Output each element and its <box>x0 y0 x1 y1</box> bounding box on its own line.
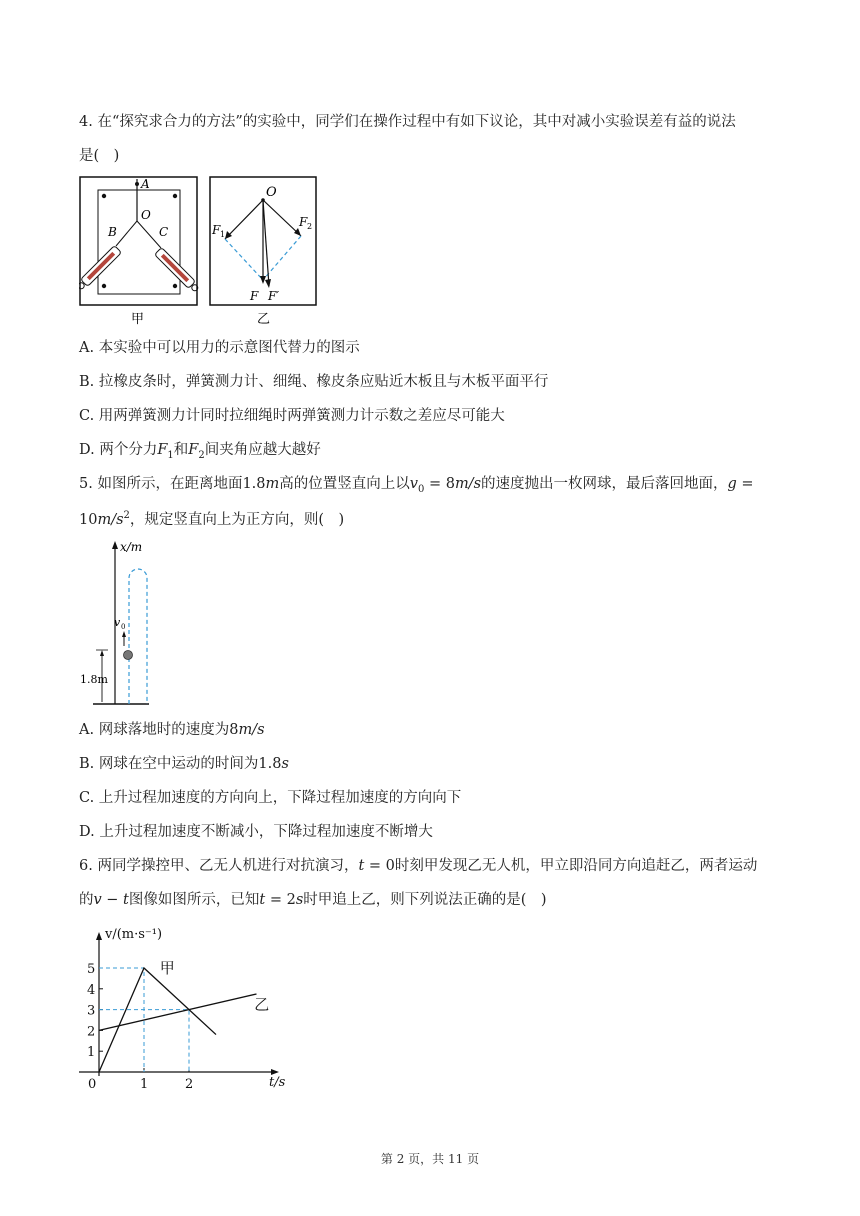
q6-t: t <box>358 858 365 874</box>
d-f2: F <box>188 442 199 458</box>
d-text: D. 两个分力 <box>79 442 158 458</box>
q4-option-c: C. 用两弹簧测力计同时拉细绳时两弹簧测力计示数之差应尽可能大 <box>79 408 505 424</box>
q5-option-c: C. 上升过程加速度的方向向上，下降过程加速度的方向向下 <box>79 790 462 806</box>
q4-stem-line1: 4. 在“探究求合力的方法”的实验中，同学们在操作过程中有如下议论，其中对减小实验误差有益的说法 <box>79 114 736 130</box>
y-tick-label: 5 <box>87 962 96 977</box>
q4-option-b: B. 拉橡皮条时，弹簧测力计、细绳、橡皮条应贴近木板且与木板平面平行 <box>79 374 549 390</box>
d-mid: 和 <box>173 442 189 458</box>
page-footer: 第 2 页，共 11 页 <box>380 1152 480 1166</box>
q5-l1-post: 的速度抛出一枚网球，最后落回地面， <box>481 476 728 492</box>
label-o: O <box>266 185 277 200</box>
q6-l2-pre: 的 <box>79 892 94 908</box>
label-b: B <box>108 225 117 239</box>
q6-l1-post: 时刻甲发现乙无人机，甲立即沿同方向追赶乙，两者运动 <box>394 858 758 874</box>
q5-l2-post: ，规定竖直向上为正方向，则( ) <box>129 511 345 528</box>
axis-label: x/m <box>120 540 143 554</box>
label-a: A <box>141 177 150 191</box>
q4-stem-line2: 是( ) <box>79 148 120 164</box>
q5-eq: = 8 <box>424 476 455 492</box>
label-o: O <box>141 208 151 222</box>
a-text: A. 网球落地时的速度为 <box>79 722 230 738</box>
dash-f1-parallel <box>225 239 263 280</box>
arrow-f-prime <box>263 200 269 286</box>
q5-l1-pre: 5. 如图所示，在距离地面 <box>79 476 243 492</box>
q6-vt-chart <box>79 924 309 1094</box>
arrow-f2 <box>263 200 301 236</box>
q5-gval: 10 <box>79 511 98 528</box>
q5-unit: m/s <box>454 476 482 492</box>
b-text: B. 网球在空中运动的时间为 <box>79 756 259 772</box>
x-axis-label: t/s <box>269 1075 286 1090</box>
y-tick-label: 1 <box>87 1045 96 1061</box>
q5-geq: = <box>736 476 754 492</box>
q5-h: 1.8 <box>242 476 266 492</box>
x-tick-label: 1 <box>140 1077 149 1092</box>
paper-sheet <box>98 190 180 294</box>
q6-eq2: = 2 <box>265 892 296 908</box>
q6-stem-line1 <box>79 856 757 876</box>
v0-label: v <box>114 616 121 629</box>
q5-g: g <box>727 476 737 492</box>
d-post: 间夹角应越大越好 <box>204 442 321 458</box>
ball <box>124 651 133 660</box>
height-label: 1.8m <box>80 673 108 686</box>
string-b <box>116 221 137 246</box>
series-label-jia: 甲 <box>159 959 175 978</box>
x-tick-label: 0 <box>88 1077 97 1092</box>
string-c <box>137 221 161 248</box>
series-line-jia <box>99 968 216 1072</box>
label-c: C <box>159 225 169 239</box>
q5-stem-line2 <box>79 506 344 530</box>
a-val: 8 <box>229 722 239 738</box>
spring-scale-left <box>79 245 122 291</box>
q4-figure-yi <box>209 176 321 326</box>
label-f1-sub: 1 <box>220 230 226 239</box>
q4-option-d <box>79 440 321 466</box>
q5-option-b <box>79 754 289 774</box>
q6-eq: = 0 <box>364 858 395 874</box>
caption-jia: 甲 <box>131 312 145 326</box>
y-tick-label: 3 <box>87 1003 96 1019</box>
q5-option-a <box>79 720 265 740</box>
label-f: F <box>250 289 259 303</box>
pin <box>102 284 106 288</box>
d-f2-sub: 2 <box>198 449 205 461</box>
q6-l2-mid: 图像如图所示，已知 <box>128 892 260 908</box>
q5-gsup: 2 <box>123 510 130 521</box>
y-axis-arrow <box>96 932 102 940</box>
v0-label-sub: 0 <box>121 623 126 631</box>
pin <box>173 194 177 198</box>
q5-hu: m <box>265 476 280 492</box>
b-unit: s <box>281 756 289 772</box>
trajectory <box>129 569 147 704</box>
caption-yi: 乙 <box>257 312 271 326</box>
q6-s: s <box>295 892 304 908</box>
q5-option-d: D. 上升过程加速度不断减小，下降过程加速度不断增大 <box>79 824 433 840</box>
label-f1: F <box>212 223 221 237</box>
y-tick-label: 4 <box>87 982 96 998</box>
q6-l1-pre: 6. 两同学操控甲、乙无人机进行对抗演习， <box>79 858 359 874</box>
pin <box>102 194 106 198</box>
q6-l2-post: 时甲追上乙，则下列说法正确的是( ) <box>303 892 547 908</box>
series-label-yi: 乙 <box>254 995 270 1014</box>
label-f2: F <box>299 215 308 229</box>
label-f-prime: F′ <box>268 289 280 303</box>
q4-figure-jia <box>79 176 199 326</box>
point-a <box>135 182 139 186</box>
arrow-f1 <box>225 200 263 239</box>
q5-gunit: m/s <box>97 511 124 528</box>
q5-v0: v <box>409 476 418 492</box>
q6-vt: v − t <box>93 892 129 908</box>
a-unit: m/s <box>238 722 265 738</box>
b-val: 1.8 <box>258 756 282 772</box>
label-f2-sub: 2 <box>307 222 313 231</box>
q5-l1-mid: 高的位置竖直向上以 <box>279 476 410 492</box>
axis-arrow <box>112 541 118 549</box>
q4-option-a: A. 本实验中可以用力的示意图代替力的图示 <box>79 340 360 356</box>
y-axis-label: v/(m·s⁻¹) <box>105 927 163 942</box>
q6-t2: t <box>259 892 266 908</box>
pin <box>173 284 177 288</box>
q5-stem-line1 <box>79 474 754 500</box>
y-tick-label: 2 <box>87 1024 96 1040</box>
d-f1: F <box>157 442 168 458</box>
q5-figure <box>79 538 189 708</box>
q5-v0-sub: 0 <box>417 483 425 495</box>
q6-stem-line2 <box>79 890 547 910</box>
x-tick-label: 2 <box>185 1077 194 1092</box>
d-f1-sub: 1 <box>167 449 174 461</box>
